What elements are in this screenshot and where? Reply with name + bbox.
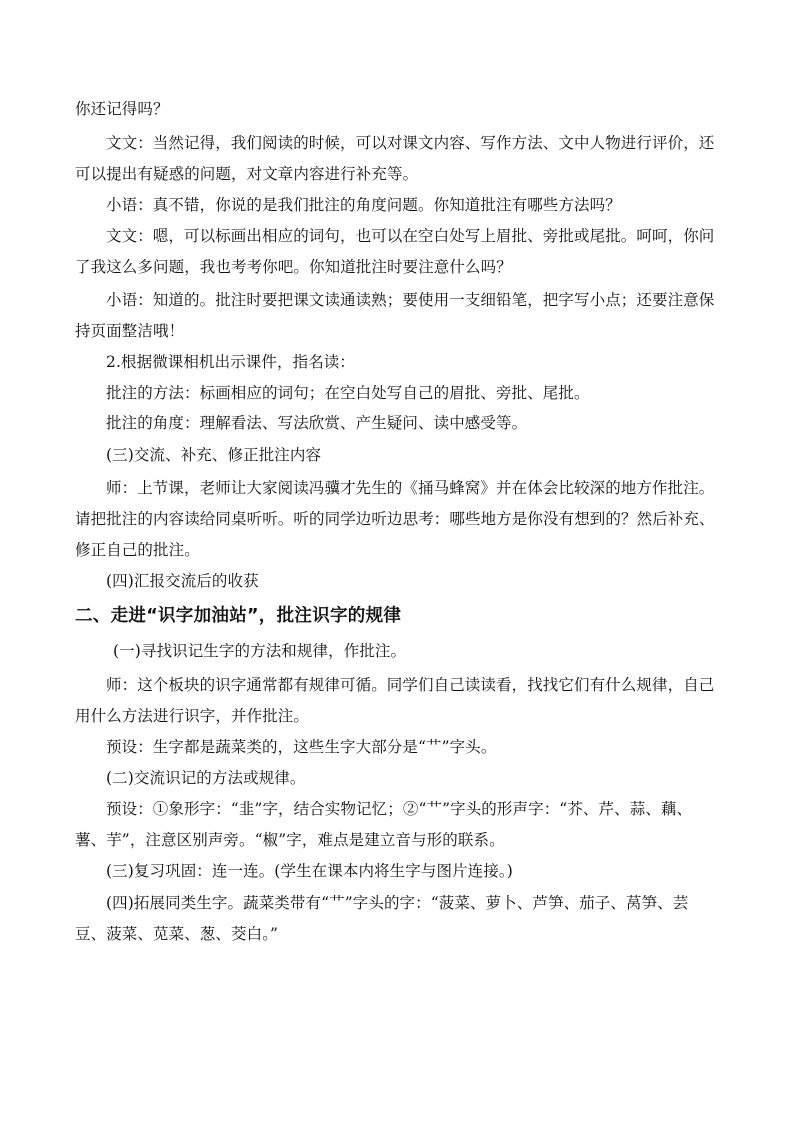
- text-line: 文文：当然记得，我们阅读的时候，可以对课文内容、写作方法、文中人物进行评价，还: [106, 134, 715, 152]
- text-line: 小语：真不错，你说的是我们批注的角度问题。你知道批注有哪些方法吗？: [106, 196, 621, 214]
- text-line: 文文：嗯，可以标画出相应的词句，也可以在空白处写上眉批、旁批或尾批。呵呵，你问: [106, 227, 715, 245]
- subsection-heading: (二)交流识记的方法或规律。: [106, 769, 306, 787]
- section-heading: 二、走进“识字加油站”，批注识字的规律: [75, 606, 402, 626]
- text-line: 批注的方法：标画相应的词句；在空白处写自己的眉批、旁批、尾批。: [106, 384, 590, 402]
- subsection-heading: (四)汇报交流后的收获: [106, 572, 259, 590]
- text-line: 豆、菠菜、苋菜、葱、茭白。”: [75, 925, 279, 943]
- text-line: 修正自己的批注。: [75, 541, 200, 559]
- text-line: 了我这么多问题，我也考考你吧。你知道批注时要注意什么吗？: [75, 258, 512, 276]
- text-line: 2.根据微课相机出示课件，指名读：: [106, 353, 355, 371]
- text-line: 小语：知道的。批注时要把课文读通读熟；要使用一支细铅笔，把字写小点；还要注意保: [106, 291, 715, 309]
- text-line: 你还记得吗？: [75, 100, 169, 118]
- text-line: 用什么方法进行识字，并作批注。: [75, 707, 310, 725]
- text-line: 请把批注的内容读给同桌听听。听的同学边听边思考：哪些地方是你没有想到的？然后补充、: [75, 510, 715, 528]
- text-line: (四)拓展同类生字。蔬菜类带有“艹”字头的字：“菠菜、萝卜、芦笋、茄子、莴笋、芸: [106, 894, 689, 912]
- subsection-heading: (一)寻找识记生字的方法和规律，作批注。: [113, 642, 407, 660]
- text-line: 预设：①象形字：“韭”字，结合实物记忆；②“艹”字头的形声字：“芥、芹、蒜、藕、: [106, 800, 693, 818]
- subsection-heading: (三)交流、补充、修正批注内容: [106, 446, 322, 464]
- text-line: 预设：生字都是蔬菜类的，这些生字大部分是“艹”字头。: [106, 738, 497, 756]
- text-line: 师：这个板块的识字通常都有规律可循。同学们自己读读看，找找它们有什么规律，自己: [106, 676, 715, 694]
- text-line: 薯、芋”，注意区别声旁。“椒”字，难点是建立音与形的联系。: [75, 831, 505, 849]
- text-line: 师：上节课，老师让大家阅读冯骥才先生的《捅马蜂窝》并在体会比较深的地方作批注。: [106, 479, 715, 497]
- text-line: 可以提出有疑惑的问题，对文章内容进行补充等。: [75, 165, 419, 183]
- text-line: (三)复习巩固：连一连。(学生在课本内将生字与图片连接。): [106, 862, 513, 880]
- text-line: 批注的角度：理解看法、写法欣赏、产生疑问、读中感受等。: [106, 414, 528, 432]
- text-line: 持页面整洁哦！: [75, 322, 185, 340]
